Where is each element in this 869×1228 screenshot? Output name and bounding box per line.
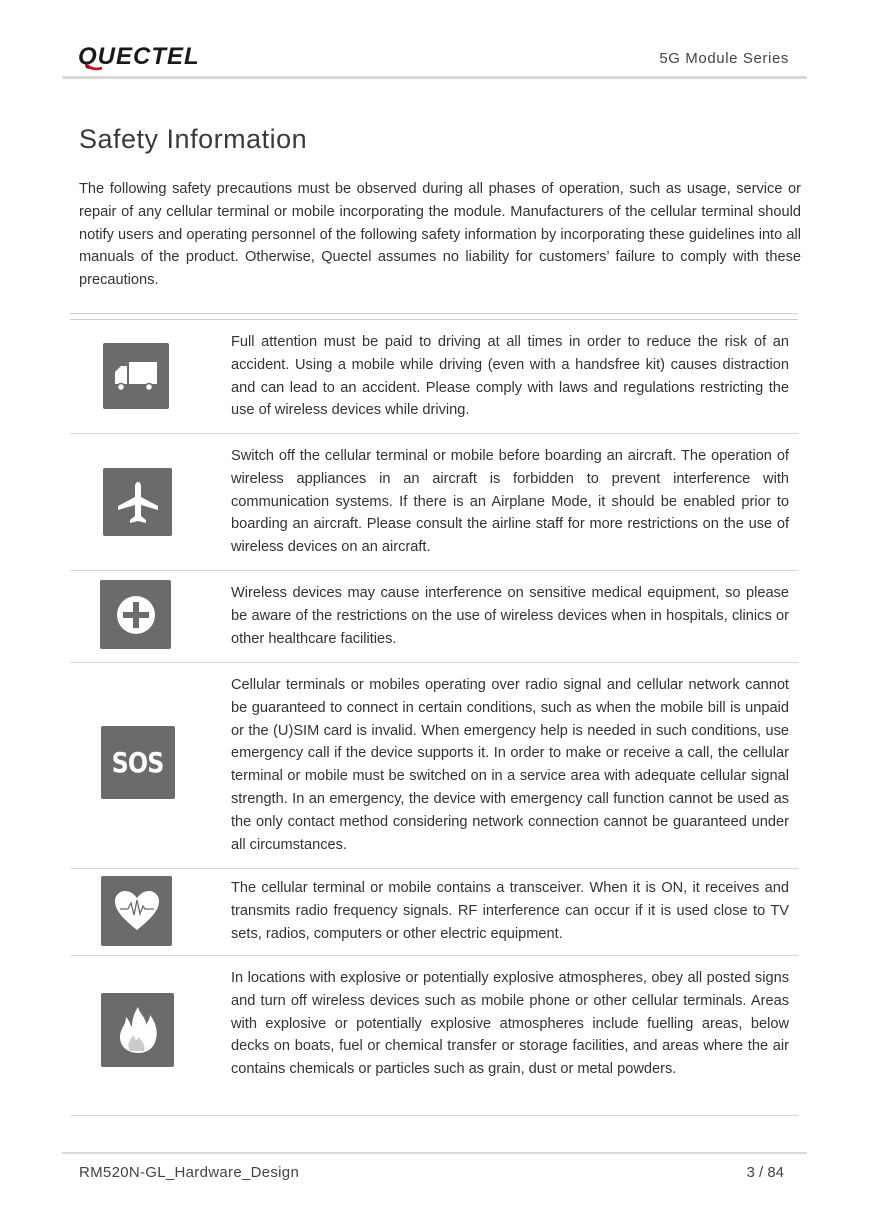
safety-text-aircraft: Switch off the cellular terminal or mobile before boarding an aircraft. The operation of wireless appliances in an aircraft is forbidden to prevent interference with communication systems. If there is an Airplane Mode, it should be enabled prior to boarding an aircraft. Please consult the airline staff for more restrictions on the use of wireless devices on an aircraft. xyxy=(231,448,789,556)
airplane-icon xyxy=(103,468,172,536)
safety-text-emergency: Cellular terminals or mobiles operating over radio signal and cellular network cannot be guaranteed to connect in certain conditions, such as when the mobile bill is unpaid or the (U)SIM card is invalid. When emergency help is needed in such conditions, use emergency call if the device supports it. In order to make or receive a call, the cellular terminal or mobile must be switched on in a service area with adequate cellular signal strength. In an emergency, the device with emergency call function cannot be used as the only contact method considering network connection cannot be guaranteed under all circumstances. xyxy=(231,677,789,853)
document-name: RM520N-GL_Hardware_Design xyxy=(79,1164,300,1181)
flame-icon xyxy=(101,993,174,1067)
safety-text-rf: The cellular terminal or mobile contains a transceiver. When it is ON, it receives and transmits radio frequency signals. RF interference can occur if it is used close to TV sets, radios, computers or other electric equipment. xyxy=(231,880,789,942)
sos-icon xyxy=(101,726,175,799)
series-label: 5G Module Series xyxy=(659,50,789,67)
safety-row-rf xyxy=(70,869,798,956)
safety-text-explosive: In locations with explosive or potentially explosive atmospheres, obey all posted signs and turn off wireless devices such as mobile phone or other cellular terminals. Areas with explosive or potentially explosive atmospheres include fuelling areas, below decks on boats, fuel or chemical transfer or storage facilities, and areas where the air contains chemicals or particles such as grain, dust or metal powders. xyxy=(231,970,789,1078)
safety-row-emergency xyxy=(70,663,798,869)
svg-text:QUECTEL: QUECTEL xyxy=(78,43,200,70)
header-divider xyxy=(62,76,807,79)
truck-icon xyxy=(103,343,169,409)
footer-divider xyxy=(62,1152,807,1154)
intro-paragraph: The following safety precautions must be observed during all phases of operation, such as usage, service or repair of any cellular terminal or mobile incorporating the module. Manufacturers of the cellular terminal should notify users and operating personnel of the following safety information by incorporating these guidelines into all manuals of the product. Otherwise, Quectel assumes no liability for customers’ failure to comply with these precautions. xyxy=(79,181,801,289)
safety-row-driving xyxy=(70,319,798,434)
medical-cross-icon xyxy=(100,580,171,649)
safety-row-medical xyxy=(70,571,798,663)
quectel-logo xyxy=(76,42,246,72)
sos-icon-label: SOS xyxy=(112,746,164,779)
safety-text-driving: Full attention must be paid to driving at all times in order to reduce the risk of an accident. Using a mobile while driving (even with a handsfree kit) causes distraction and can lead to an accident. Please comply with laws and regulations restricting the use of wireless devices while driving. xyxy=(231,334,789,419)
page-title: Safety Information xyxy=(79,124,308,154)
safety-row-explosive xyxy=(70,956,798,1116)
page-number: 3 / 84 xyxy=(746,1164,784,1181)
safety-text-medical: Wireless devices may cause interference on sensitive medical equipment, so please be aware of the restrictions on the use of wireless devices when in hospitals, clinics or other healthcare facilities. xyxy=(231,585,789,647)
heart-pulse-icon xyxy=(101,876,172,946)
safety-row-aircraft xyxy=(70,434,798,571)
